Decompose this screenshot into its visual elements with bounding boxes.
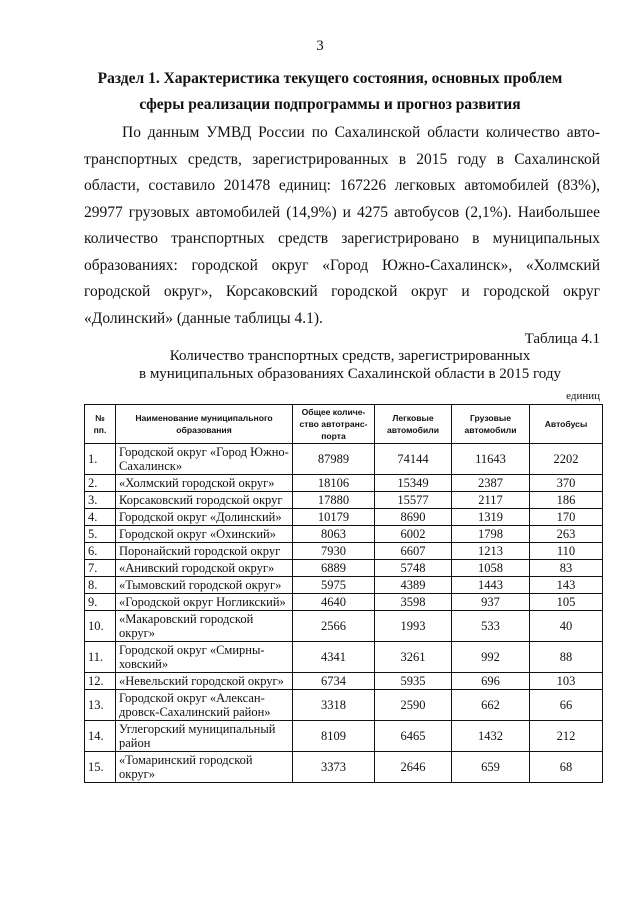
row-number: 1.	[85, 444, 116, 475]
municipality-name: «Анивский городской округ»	[116, 560, 293, 577]
row-number: 11.	[85, 642, 116, 673]
buses-count: 110	[530, 543, 603, 560]
buses-count: 83	[530, 560, 603, 577]
municipality-name: Городской округ «Долинский»	[116, 509, 293, 526]
municipality-name: Городской округ «Александровск-Сахалинский район»	[116, 690, 293, 721]
total-vehicles: 3318	[293, 690, 375, 721]
cars-count: 4389	[375, 577, 452, 594]
trucks-count: 2117	[452, 492, 530, 509]
trucks-count: 1319	[452, 509, 530, 526]
municipality-name: Поронайский городской округ	[116, 543, 293, 560]
cars-count: 5748	[375, 560, 452, 577]
table-row	[85, 673, 603, 690]
buses-count: 103	[530, 673, 603, 690]
row-number: 12.	[85, 673, 116, 690]
trucks-count: 1432	[452, 721, 530, 752]
table-header-row	[85, 405, 603, 444]
trucks-count: 1798	[452, 526, 530, 543]
buses-count: 186	[530, 492, 603, 509]
trucks-count: 662	[452, 690, 530, 721]
table-row	[85, 752, 603, 783]
table-number: Таблица 4.1	[524, 331, 600, 347]
buses-count: 170	[530, 509, 603, 526]
section-heading	[60, 66, 600, 118]
header-no: № пп.	[85, 405, 116, 444]
row-number: 5.	[85, 526, 116, 543]
buses-count: 66	[530, 690, 603, 721]
total-vehicles: 6889	[293, 560, 375, 577]
row-number: 6.	[85, 543, 116, 560]
buses-count: 212	[530, 721, 603, 752]
table-caption-line-1: Количество транспортных средств, зарегистрированных	[169, 348, 531, 364]
table-row	[85, 721, 603, 752]
row-number: 4.	[85, 509, 116, 526]
cars-count: 3261	[375, 642, 452, 673]
total-vehicles: 87989	[293, 444, 375, 475]
row-number: 7.	[85, 560, 116, 577]
table-row	[85, 690, 603, 721]
vehicles-table	[84, 404, 603, 783]
municipality-name: «Холмский городской округ»	[116, 475, 293, 492]
cars-count: 74144	[375, 444, 452, 475]
cars-count: 6465	[375, 721, 452, 752]
buses-count: 88	[530, 642, 603, 673]
municipality-name: «Городской округ Ногликский»	[116, 594, 293, 611]
header-total: Общее количество автотранспорта	[293, 405, 375, 444]
row-number: 10.	[85, 611, 116, 642]
total-vehicles: 5975	[293, 577, 375, 594]
table-row	[85, 611, 603, 642]
table-caption-line-2: в муниципальных образованиях Сахалинской области в 2015 году	[138, 366, 561, 382]
municipality-name: «Макаровский городской округ»	[116, 611, 293, 642]
municipality-name: «Невельский городской округ»	[116, 673, 293, 690]
cars-count: 3598	[375, 594, 452, 611]
total-vehicles: 10179	[293, 509, 375, 526]
table-row	[85, 492, 603, 509]
row-number: 15.	[85, 752, 116, 783]
cars-count: 5935	[375, 673, 452, 690]
municipality-name: Городской округ «Охинский»	[116, 526, 293, 543]
table-row	[85, 526, 603, 543]
table-row	[85, 444, 603, 475]
units-label: единиц	[566, 390, 600, 402]
total-vehicles: 4341	[293, 642, 375, 673]
cars-count: 6607	[375, 543, 452, 560]
total-vehicles: 8063	[293, 526, 375, 543]
trucks-count: 937	[452, 594, 530, 611]
row-number: 9.	[85, 594, 116, 611]
trucks-count: 659	[452, 752, 530, 783]
table-row	[85, 509, 603, 526]
section-heading-line-1: Раздел 1. Характеристика текущего состояния, основных проблем	[97, 70, 563, 87]
buses-count: 370	[530, 475, 603, 492]
total-vehicles: 3373	[293, 752, 375, 783]
total-vehicles: 6734	[293, 673, 375, 690]
header-name: Наименование муниципального образования	[116, 405, 293, 444]
trucks-count: 1058	[452, 560, 530, 577]
table-body	[85, 444, 603, 783]
row-number: 8.	[85, 577, 116, 594]
table-caption	[100, 347, 600, 383]
buses-count: 263	[530, 526, 603, 543]
municipality-name: Городской округ «Город Южно-Сахалинск»	[116, 444, 293, 475]
cars-count: 1993	[375, 611, 452, 642]
cars-count: 8690	[375, 509, 452, 526]
cars-count: 6002	[375, 526, 452, 543]
total-vehicles: 8109	[293, 721, 375, 752]
buses-count: 2202	[530, 444, 603, 475]
buses-count: 40	[530, 611, 603, 642]
buses-count: 143	[530, 577, 603, 594]
table-row	[85, 642, 603, 673]
cars-count: 15349	[375, 475, 452, 492]
buses-count: 105	[530, 594, 603, 611]
trucks-count: 1213	[452, 543, 530, 560]
table-row	[85, 543, 603, 560]
cars-count: 15577	[375, 492, 452, 509]
cars-count: 2646	[375, 752, 452, 783]
cars-count: 2590	[375, 690, 452, 721]
row-number: 13.	[85, 690, 116, 721]
row-number: 3.	[85, 492, 116, 509]
trucks-count: 992	[452, 642, 530, 673]
table-row	[85, 475, 603, 492]
header-cars: Легковые автомобили	[375, 405, 452, 444]
body-paragraph: По данным УМВД России по Сахалинской области количество автотранспортных средств, зарегистрированных в 2015 году в Сахалинской области, составило 201478 единиц: 167226 легковых автомобилей (83%), 29977 грузовых автомобилей (14,9%) и 4275 автобусов (2,1%). Наибольшее количество транспортных средств зарегистрировано в муниципальных образованиях: городской округ «Город Южно-Сахалинск», «Холмский городской округ», Корсаковский городской округ и городской округ «Долинский» (данные таблицы 4.1).	[84, 124, 600, 327]
municipality-name: Углегорский муниципальный район	[116, 721, 293, 752]
row-number: 2.	[85, 475, 116, 492]
municipality-name: Корсаковский городской округ	[116, 492, 293, 509]
row-number: 14.	[85, 721, 116, 752]
trucks-count: 2387	[452, 475, 530, 492]
trucks-count: 533	[452, 611, 530, 642]
header-trucks: Грузовые автомобили	[452, 405, 530, 444]
total-vehicles: 4640	[293, 594, 375, 611]
trucks-count: 696	[452, 673, 530, 690]
section-heading-line-2: сферы реализации подпрограммы и прогноз развития	[139, 96, 521, 113]
total-vehicles: 17880	[293, 492, 375, 509]
municipality-name: «Томаринский городской округ»	[116, 752, 293, 783]
header-buses: Автобусы	[530, 405, 603, 444]
trucks-count: 1443	[452, 577, 530, 594]
buses-count: 68	[530, 752, 603, 783]
municipality-name: Городской округ «Смирныховский»	[116, 642, 293, 673]
total-vehicles: 18106	[293, 475, 375, 492]
total-vehicles: 2566	[293, 611, 375, 642]
table-row	[85, 594, 603, 611]
page-number: 3	[316, 38, 324, 54]
total-vehicles: 7930	[293, 543, 375, 560]
table-row	[85, 577, 603, 594]
trucks-count: 11643	[452, 444, 530, 475]
municipality-name: «Тымовский городской округ»	[116, 577, 293, 594]
table-row	[85, 560, 603, 577]
